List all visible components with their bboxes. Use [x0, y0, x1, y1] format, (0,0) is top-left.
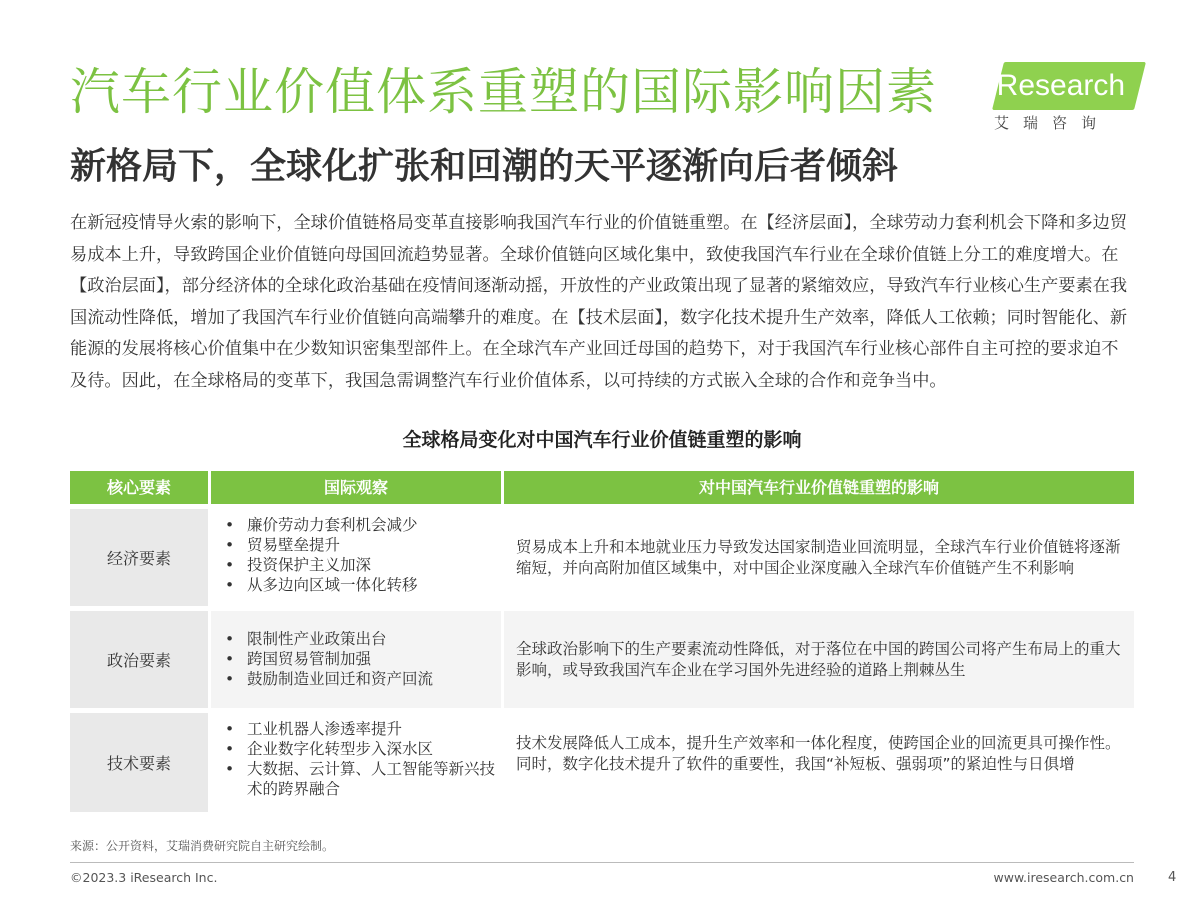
observation-item: • 企业数字化转型步入深水区	[223, 739, 501, 759]
page-title: 汽车行业价值体系重塑的国际影响因素	[70, 63, 937, 121]
page-number: 4	[1168, 870, 1177, 885]
table-row-economic	[70, 509, 1134, 606]
observation-item: • 廉价劳动力套利机会减少	[223, 515, 501, 535]
row-impact: 技术发展降低人工成本，提升生产效率和一体化程度，使跨国企业的回流更具可操作性。同时，数字化技术提升了软件的重要性，我国“补短板、强弱项”的紧迫性与日俱增	[516, 734, 1121, 773]
header-impact: 对中国汽车行业价值链重塑的影响	[504, 471, 1134, 504]
logo-brand-text: iResearch	[990, 69, 1126, 102]
table-title: 全球格局变化对中国汽车行业价值链重塑的影响	[402, 429, 802, 451]
row-observations	[211, 713, 501, 812]
row-impact: 全球政治影响下的生产要素流动性降低，对于落位在中国的跨国公司将产生布局上的重大影响，或导致我国汽车企业在学习国外先进经验的道路上荆棘丛生	[504, 611, 1134, 708]
row-category: 经济要素	[70, 509, 208, 606]
page-subtitle: 新格局下，全球化扩张和回潮的天平逐渐向后者倾斜	[70, 146, 899, 187]
table-header-row	[70, 471, 1134, 504]
observation-item: • 限制性产业政策出台	[223, 629, 501, 649]
website-link[interactable]: www.iresearch.com.cn	[993, 870, 1134, 885]
observation-item: • 投资保护主义加深	[223, 555, 501, 575]
intro-paragraph: 在新冠疫情导火索的影响下，全球价值链格局变革直接影响我国汽车行业的价值链重塑。在【经济层面】，全球劳动力套利机会下降和多边贸易成本上升，导致跨国企业价值链向母国回流趋势显著。全球价值链向区域化集中，致使我国汽车行业在全球价值链上分工的难度增大。在【政治层面】，部分经济体的全球化政治基础在疫情间逐渐动摇，开放性的产业政策出现了显著的紧缩效应，导致汽车行业核心生产要素在我国流动性降低，增加了我国汽车行业价值链向高端攀升的难度。在【技术层面】，数字化技术提升生产效率，降低人工依赖；同时智能化、新能源的发展将核心价值集中在少数知识密集型部件上。在全球汽车产业回迁母国的趋势下，对于我国汽车行业核心部件自主可控的要求迫不及待。因此，在全球格局的变革下，我国急需调整汽车行业价值体系，以可持续的方式嵌入全球的合作和竞争当中。	[70, 213, 1128, 391]
observation-item: • 大数据、云计算、人工智能等新兴技术的跨界融合	[223, 759, 501, 799]
observation-item: • 工业机器人渗透率提升	[223, 719, 501, 739]
logo-sub-text: 艾瑞咨询	[994, 114, 1111, 132]
row-category: 政治要素	[70, 611, 208, 708]
iresearch-logo	[990, 62, 1140, 132]
observation-item: • 跨国贸易管制加强	[223, 649, 501, 669]
row-impact: 贸易成本上升和本地就业压力导致发达国家制造业回流明显，全球汽车行业价值链将逐渐缩短，并向高附加值区域集中，对中国企业深度融入全球汽车价值链产生不利影响	[516, 537, 1121, 577]
copyright-text: ©2023.3 iResearch Inc.	[70, 870, 218, 885]
observation-item: • 从多边向区域一体化转移	[223, 575, 501, 595]
observation-item: • 鼓励制造业回迁和资产回流	[223, 669, 501, 689]
source-note: 来源：公开资料，艾瑞消费研究院自主研究绘制。	[70, 839, 335, 853]
table-row-political	[70, 611, 1134, 708]
impact-table	[70, 471, 1134, 812]
row-category: 技术要素	[70, 713, 208, 812]
row-observations	[211, 509, 501, 606]
table-row-technology	[70, 713, 1134, 812]
row-observations	[211, 611, 501, 708]
observation-item: • 贸易壁垒提升	[223, 535, 501, 555]
header-core-factor: 核心要素	[70, 471, 208, 504]
header-intl-observation: 国际观察	[211, 471, 501, 504]
footer-divider	[70, 862, 1134, 863]
